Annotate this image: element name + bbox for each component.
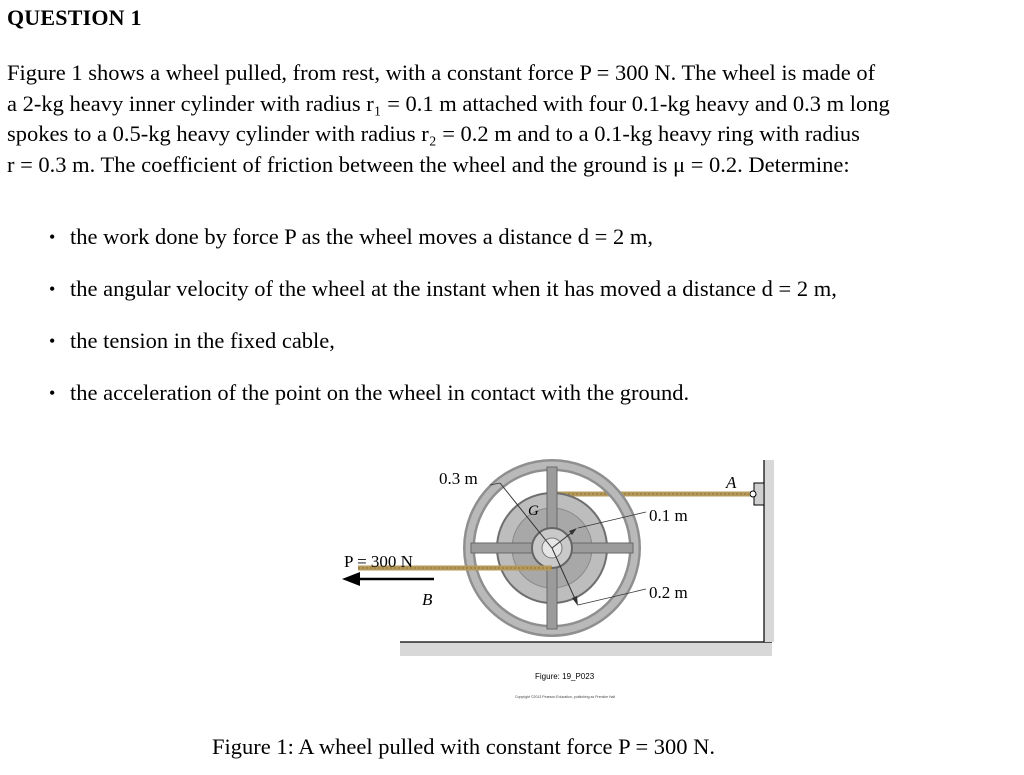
statement-line: Figure 1 shows a wheel pulled, from rest, with a constant force P = 300 N. The wheel is made of [7,60,876,85]
task-text: the angular velocity of the wheel at the instant when it has moved a distance d = 2 m, [70,276,837,301]
label-force: P = 300 N [344,552,413,571]
statement-line: a 2-kg heavy inner cylinder with radius r₁ = 0.1 m attached with four 0.1-kg heavy and 0.3 m long [7,90,890,116]
statement-line: spokes to a 0.5-kg heavy cylinder with radius r₂ = 0.2 m and to a 0.1-kg heavy ring with radius [7,121,860,146]
task-item [49,328,837,380]
wall [764,460,774,642]
statement-line: r = 0.3 m. The coefficient of friction between the wheel and the ground is μ = 0.2. Determine: [7,151,850,177]
task-text: the work done by force P as the wheel moves a distance d = 2 m, [70,224,653,249]
figure-copyright: Copyright ©2013 Pearson Education, publishing as Prentice Hall [515,695,616,699]
task-text: the acceleration of the point on the wheel in contact with the ground. [70,380,690,405]
task-item [49,224,837,276]
label-point-b: B [422,590,433,609]
bullet-icon: • [49,331,56,351]
bullet-icon: • [49,383,56,403]
label-center-g: G [528,503,539,519]
task-text: the tension in the fixed cable, [70,328,335,353]
wheel-diagram [330,455,800,715]
bullet-icon: • [49,227,56,247]
label-outer-radius: 0.3 m [439,469,478,488]
ground-surface [400,642,772,656]
label-mid-radius: 0.2 m [649,583,688,602]
problem-statement [7,58,1007,180]
force-arrow-head [342,572,360,586]
figure-caption: Figure 1: A wheel pulled with constant force P = 300 N. [212,734,716,759]
question-heading: QUESTION 1 [7,5,142,30]
wheel-figure [330,455,800,715]
label-point-a: A [726,473,737,492]
task-item [49,276,837,328]
bullet-icon: • [49,279,56,299]
task-list [49,224,837,432]
anchor-pin [750,491,756,497]
task-item [49,380,837,432]
label-inner-radius: 0.1 m [649,506,688,525]
figure-id: Figure: 19_P023 [535,672,595,681]
